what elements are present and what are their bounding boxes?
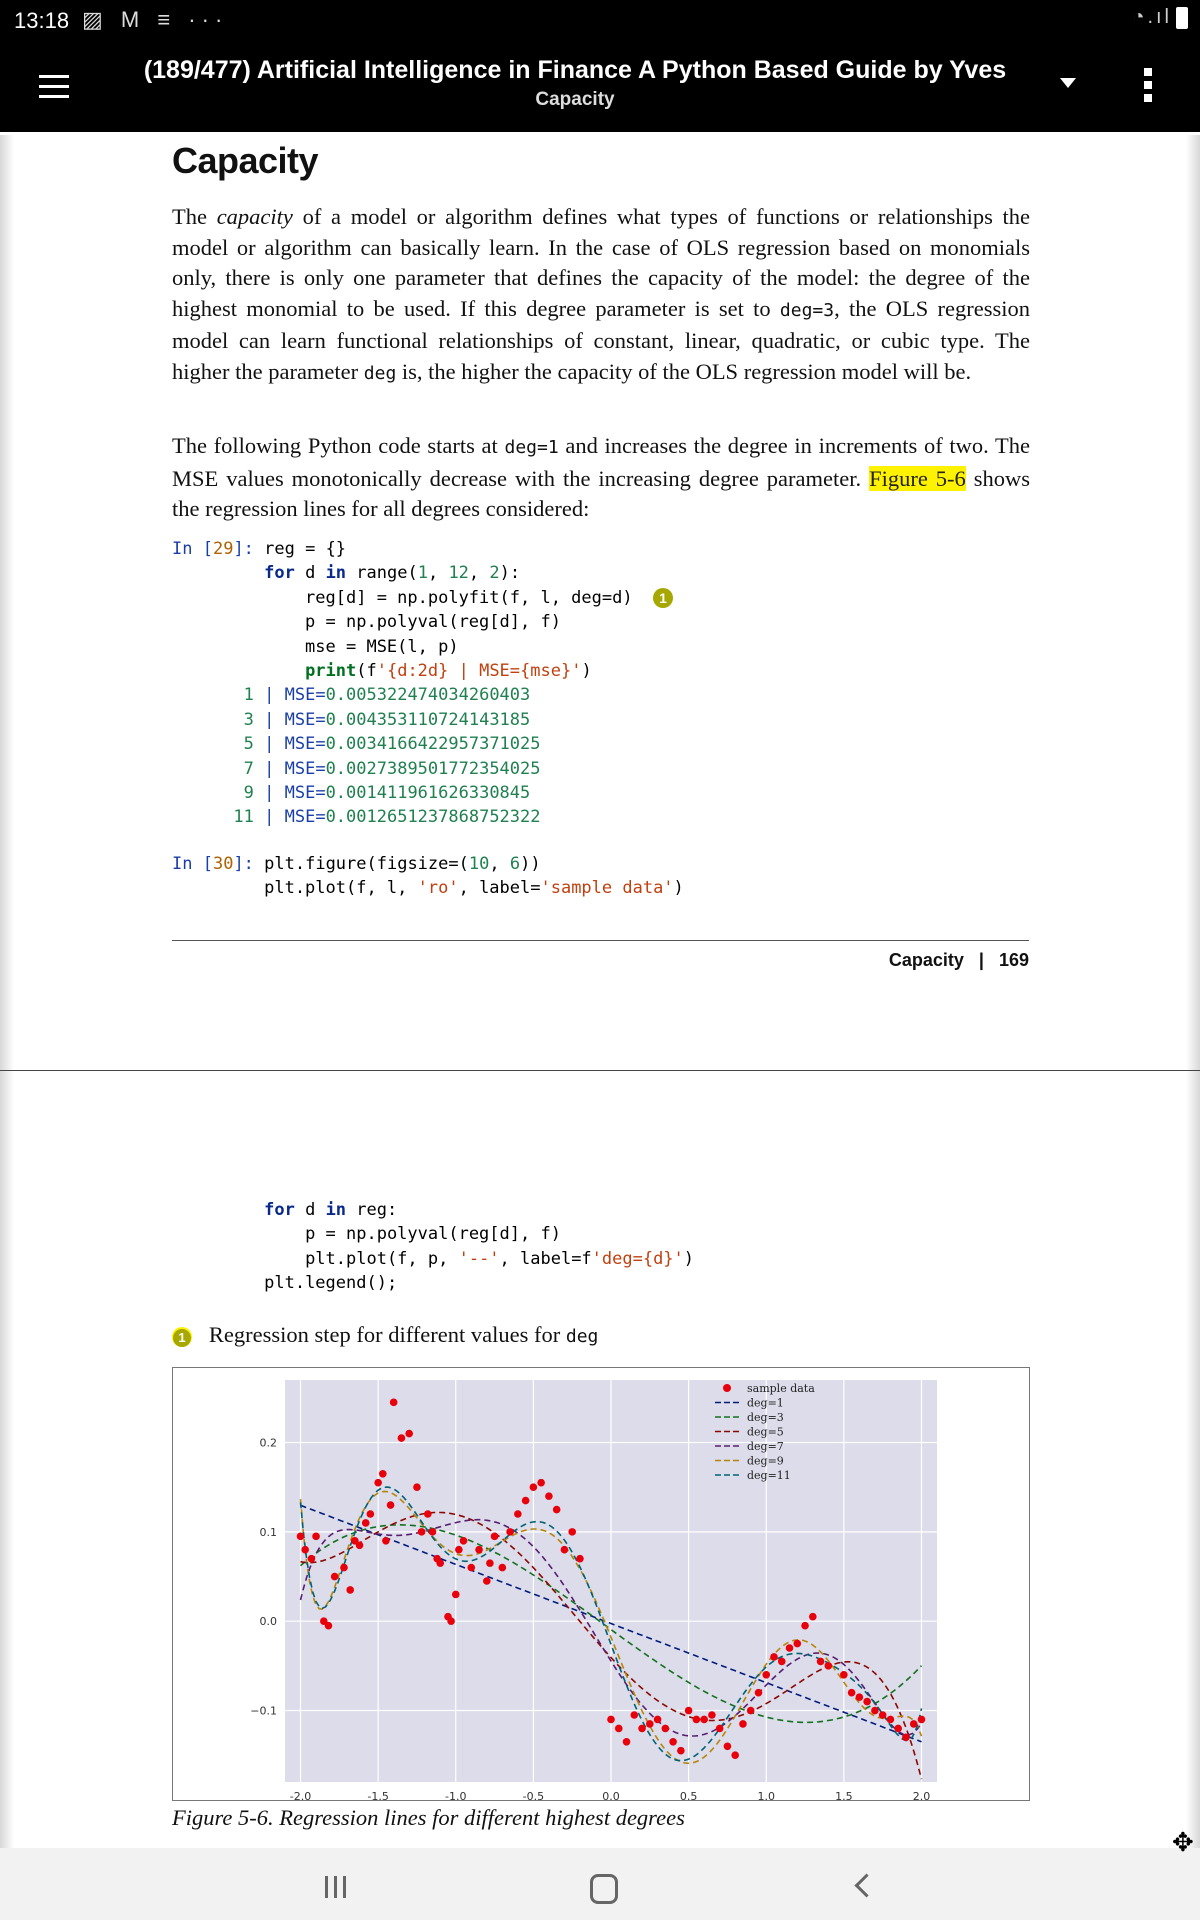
- sample-data-point: [346, 1586, 354, 1594]
- paragraph-code-intro: The following Python code starts at deg=1 and increases the degree in increments of two. The MSE values monotonically decrease with the increasing degree parameter. Figure 5-6 shows the regression lines for all degrees considered:: [172, 433, 1030, 521]
- y-tick-label: −0.1: [250, 1704, 277, 1718]
- recents-button[interactable]: [325, 1876, 352, 1903]
- callout-note: [172, 1322, 598, 1348]
- regression-chart: [173, 1368, 1029, 1800]
- legend-label: deg=11: [747, 1469, 791, 1482]
- page-footer: [172, 950, 1029, 971]
- x-tick-label: 0.0: [602, 1790, 620, 1800]
- sample-data-point: [413, 1483, 421, 1491]
- sample-data-point: [747, 1707, 755, 1715]
- sample-data-point: [537, 1479, 545, 1487]
- legend-label: deg=7: [747, 1440, 784, 1453]
- sample-data-point: [356, 1541, 364, 1549]
- sample-data-point: [499, 1564, 507, 1572]
- sample-data-point: [447, 1617, 455, 1625]
- sample-data-point: [910, 1720, 918, 1728]
- y-tick-label: 0.1: [259, 1525, 277, 1539]
- code-cell-30-continued: [172, 1198, 694, 1296]
- sample-data-point: [452, 1591, 460, 1599]
- legend-label: deg=9: [747, 1454, 784, 1468]
- chapter-dropdown-icon[interactable]: [1060, 78, 1076, 88]
- sample-data-point: [879, 1711, 887, 1719]
- sample-data-point: [301, 1546, 309, 1554]
- code-line: for d in reg:: [264, 1200, 398, 1220]
- callout-highlight-icon: 1: [172, 1327, 192, 1347]
- sample-data-point: [685, 1707, 693, 1715]
- y-tick-label: 0.0: [259, 1615, 277, 1629]
- sample-data-point: [390, 1399, 398, 1407]
- code-line: for d in range(1, 12, 2):: [264, 563, 521, 584]
- sample-data-point: [568, 1528, 576, 1536]
- sample-data-point: [871, 1707, 879, 1715]
- code-line: plt.figure(figsize=(10, 6)): [264, 854, 541, 874]
- legend-label: sample data: [747, 1382, 815, 1395]
- x-tick-label: 0.5: [679, 1790, 698, 1800]
- sample-data-point: [638, 1725, 646, 1733]
- code-line: plt.plot(f, p, '--', label=f'deg={d}'): [264, 1248, 695, 1269]
- sample-data-point: [398, 1434, 406, 1442]
- code-line: reg = {}: [264, 539, 347, 559]
- wifi-signal-icon: ◔.ıl: [1132, 6, 1172, 28]
- sample-data-point: [553, 1506, 561, 1514]
- sample-data-point: [708, 1711, 716, 1719]
- x-tick-label: 1.5: [835, 1790, 853, 1800]
- sample-data-point: [918, 1716, 926, 1724]
- home-button[interactable]: [590, 1874, 618, 1904]
- legend-label: deg=1: [747, 1396, 784, 1410]
- status-bar: [0, 0, 1200, 40]
- sample-data-point: [662, 1725, 670, 1733]
- sample-data-point: [770, 1653, 778, 1661]
- sample-data-point: [374, 1479, 382, 1487]
- move-icon[interactable]: ✥: [1172, 1828, 1194, 1857]
- sample-data-point: [545, 1492, 553, 1500]
- figure-5-6: [172, 1367, 1030, 1801]
- code-line: plt.plot(f, l, 'ro', label='sample data'): [172, 878, 684, 899]
- code-line: reg[d] = np.polyfit(f, l, deg=d): [172, 587, 633, 608]
- sample-data-point: [809, 1613, 817, 1621]
- sample-data-point: [840, 1671, 848, 1679]
- sample-data-point: [739, 1720, 747, 1728]
- x-tick-label: -1.5: [367, 1790, 389, 1800]
- sample-data-point: [436, 1559, 444, 1567]
- sample-data-point: [530, 1483, 538, 1491]
- code-cell-29: [172, 537, 673, 830]
- section-title: Capacity: [172, 140, 319, 181]
- code-line: p = np.polyval(reg[d], f): [264, 1224, 561, 1245]
- sample-data-point: [367, 1510, 375, 1518]
- sample-data-point: [460, 1537, 468, 1545]
- paragraph-capacity: The capacity of a model or algorithm defines what types of functions or relationships the model or algorithm can basically learn. In the case of OLS regression based on monomials only, there is only one parameter that defines the capacity of the model: the degree of the highest monomial to be used. If this degree parameter is set to deg=3, the OLS regression model can learn functional relationships of constant, linear, quadratic, or cubic type. The higher the parameter deg is, the higher the capacity of the OLS regression model will be.: [172, 204, 1031, 384]
- sample-data-point: [630, 1711, 638, 1719]
- sample-data-point: [362, 1519, 370, 1527]
- page-169: [172, 140, 1030, 182]
- sample-data-point: [340, 1564, 348, 1572]
- sample-data-point: [894, 1725, 902, 1733]
- page-divider: [0, 1070, 1200, 1071]
- legend-label: deg=5: [747, 1425, 784, 1439]
- x-tick-label: -2.0: [289, 1790, 312, 1800]
- sample-data-point: [297, 1533, 305, 1541]
- page-edge-shadow-right: [1186, 135, 1200, 1850]
- sample-data-point: [902, 1734, 910, 1742]
- sample-data-point: [475, 1546, 483, 1554]
- footer-section: Capacity: [888, 950, 964, 970]
- sample-data-point: [786, 1644, 794, 1652]
- code-line: p = np.polyval(reg[d], f): [172, 612, 561, 633]
- figure-caption: Figure 5-6. Regression lines for different highest degrees: [172, 1805, 685, 1830]
- sample-data-point: [331, 1573, 339, 1581]
- sample-data-point: [522, 1497, 530, 1505]
- sample-data-point: [693, 1716, 701, 1724]
- code-line: print(f'{d:2d} | MSE={mse}'): [305, 661, 592, 682]
- sample-data-point: [778, 1658, 786, 1666]
- back-button[interactable]: [854, 1873, 878, 1897]
- callout-text: Regression step for different values for: [208, 1322, 566, 1347]
- sample-data-point: [308, 1555, 316, 1563]
- sample-data-point: [856, 1693, 864, 1701]
- system-nav-bar: [0, 1848, 1200, 1920]
- sample-data-point: [731, 1751, 739, 1759]
- code-prompt-30: In [30]:: [172, 854, 265, 874]
- sample-data-point: [379, 1470, 387, 1478]
- sample-data-point: [607, 1716, 615, 1724]
- sample-data-point: [429, 1528, 437, 1536]
- sample-data-point: [486, 1559, 494, 1567]
- sample-data-point: [762, 1671, 770, 1679]
- notification-icons: ▨ M ≡ ···: [82, 7, 229, 32]
- sample-data-point: [724, 1742, 732, 1750]
- document-title-block[interactable]: [120, 56, 1030, 111]
- x-tick-label: -1.0: [445, 1790, 467, 1800]
- code-line: plt.legend();: [264, 1273, 398, 1294]
- y-tick-label: 0.2: [259, 1436, 277, 1450]
- sample-data-point: [491, 1533, 499, 1541]
- x-tick-label: 1.0: [757, 1790, 775, 1800]
- legend-marker: [723, 1384, 731, 1392]
- footer-page-number: 169: [998, 950, 1029, 970]
- sample-data-point: [615, 1725, 623, 1733]
- sample-data-point: [700, 1716, 708, 1724]
- sample-data-point: [424, 1510, 432, 1518]
- sample-data-point: [801, 1622, 809, 1630]
- sample-data-point: [646, 1720, 654, 1728]
- sample-data-point: [755, 1689, 763, 1697]
- sample-data-point: [312, 1533, 320, 1541]
- more-options-icon[interactable]: [1144, 68, 1156, 107]
- sample-data-point: [576, 1555, 584, 1563]
- sample-data-point: [793, 1640, 801, 1648]
- callout-badge-icon: 1: [653, 588, 673, 608]
- sample-data-point: [455, 1546, 463, 1554]
- figure-5-6-link[interactable]: Figure 5-6: [869, 465, 966, 491]
- code-output: 1 | MSE=0.005322474034260403 3 | MSE=0.004353110724143185 5 | MSE=0.0034166422957371025 7 | MSE=0.0027389501772354025 9 | MSE=0.001411961626330845 11 | MSE=0.0012651237868752322: [233, 685, 541, 828]
- legend-label: deg=3: [747, 1411, 784, 1424]
- sample-data-point: [654, 1716, 662, 1724]
- code-prompt-29: In [29]:: [172, 539, 265, 559]
- chapter-subtitle: Capacity: [535, 89, 615, 110]
- sample-data-point: [325, 1622, 333, 1630]
- sample-data-point: [669, 1738, 677, 1746]
- x-tick-label: -0.5: [522, 1790, 545, 1800]
- sample-data-point: [817, 1658, 825, 1666]
- code-line: mse = MSE(l, p): [172, 636, 459, 657]
- status-time: 13:18: [14, 8, 70, 33]
- sample-data-point: [623, 1738, 631, 1746]
- hamburger-menu-icon[interactable]: [36, 68, 72, 104]
- sample-data-point: [677, 1747, 685, 1755]
- sample-data-point: [887, 1716, 895, 1724]
- sample-data-point: [863, 1698, 871, 1706]
- page-edge-shadow-left: [0, 135, 14, 1850]
- battery-icon: [1176, 7, 1188, 29]
- sample-data-point: [483, 1577, 491, 1585]
- sample-data-point: [716, 1725, 724, 1733]
- connectivity-icons: [1132, 6, 1188, 29]
- document-title: (189/477) Artificial Intelligence in Finance A Python Based Guide by Yves: [143, 56, 1007, 84]
- sample-data-point: [387, 1501, 395, 1509]
- sample-data-point: [382, 1537, 390, 1545]
- sample-data-point: [418, 1528, 426, 1536]
- callout-code: deg: [565, 1326, 599, 1347]
- app-bar: [0, 40, 1200, 132]
- sample-data-point: [506, 1528, 514, 1536]
- sample-data-point: [848, 1689, 856, 1697]
- sample-data-point: [467, 1564, 475, 1572]
- sample-data-point: [825, 1662, 833, 1670]
- sample-data-point: [405, 1430, 413, 1438]
- x-tick-label: 2.0: [912, 1790, 931, 1800]
- footer-rule: [172, 940, 1029, 941]
- sample-data-point: [514, 1510, 522, 1518]
- code-cell-30: [172, 852, 684, 901]
- footer-separator: |: [978, 950, 984, 970]
- sample-data-point: [561, 1546, 569, 1554]
